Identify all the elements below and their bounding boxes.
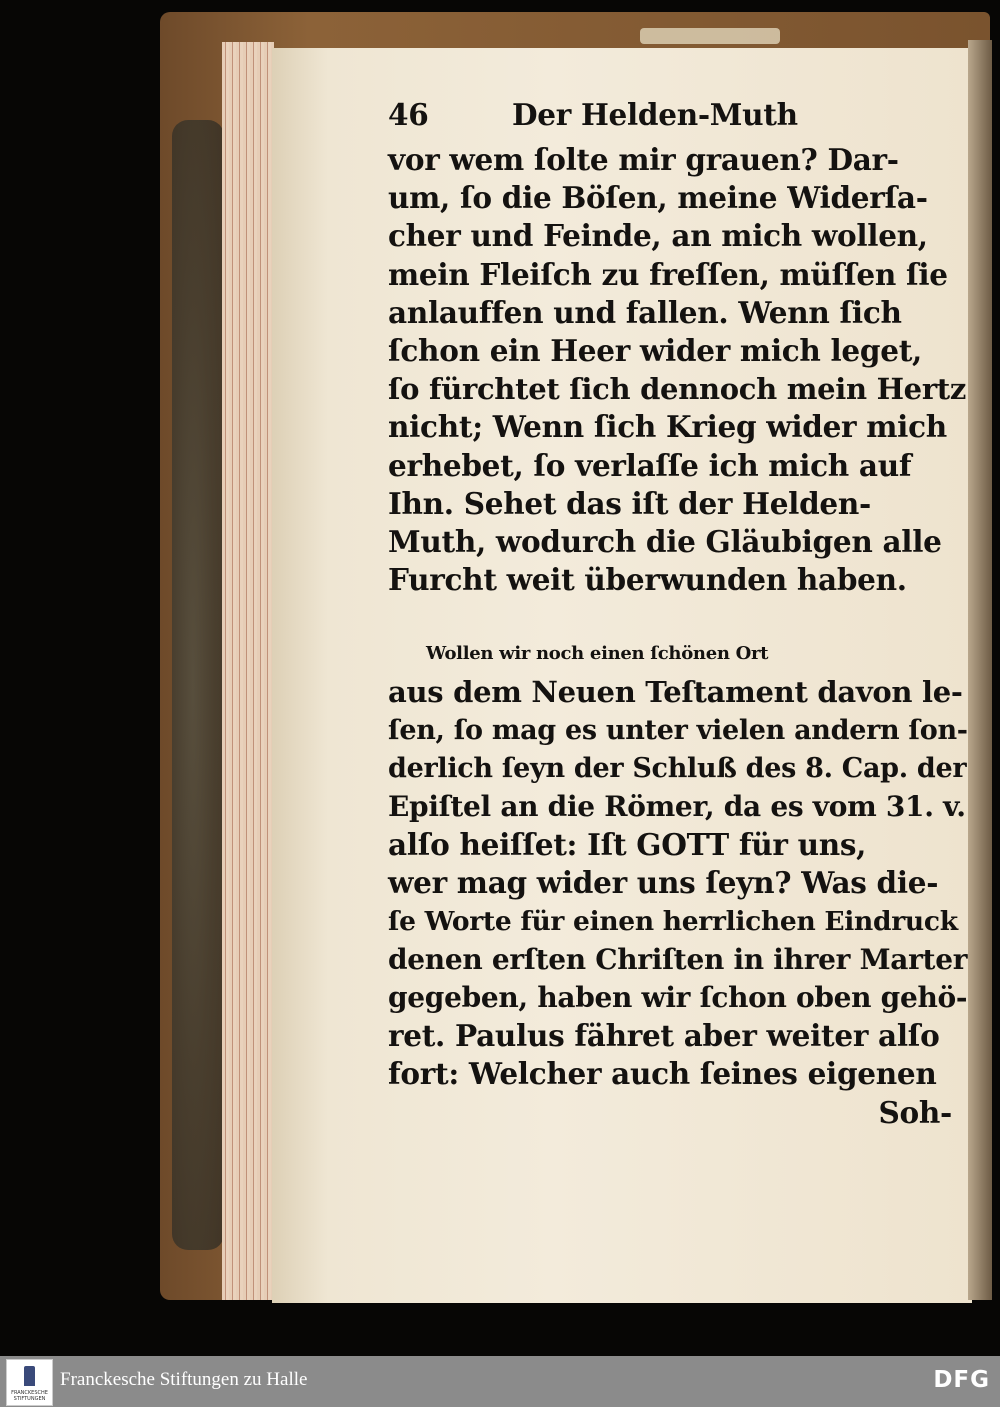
text-line: Furcht weit überwunden haben. <box>388 562 907 598</box>
text-line: ſen, ſo mag es unter vielen andern ſon- <box>388 714 968 746</box>
page-number: 46 <box>388 97 429 132</box>
page-header <box>388 97 966 141</box>
text-line: Wollen wir noch einen ſchönen Ort <box>426 643 769 665</box>
page-edges <box>222 42 274 1300</box>
text-line: um, ſo die Böſen, meine Widerſa- <box>388 180 928 216</box>
text-line: fort: Welcher auch ſeines eigenen <box>388 1056 937 1092</box>
text-line: ſe Worte für einen herrlichen Eindruck <box>388 905 958 937</box>
viewer-footer <box>0 1356 1000 1407</box>
text-line: ſo fürchtet ſich dennoch mein Hertz <box>388 372 967 407</box>
text-line: denen erſten Chriſten in ihrer Marter <box>388 942 968 976</box>
text-line: cher und Feinde, an mich wollen, <box>388 218 928 254</box>
text-line: alſo heiſſet: Iſt GOTT für uns, <box>388 827 867 863</box>
institution-logo[interactable] <box>6 1359 53 1406</box>
text-line: ſchon ein Heer wider mich leget, <box>388 332 922 368</box>
text-line: erhebet, ſo verlaſſe ich mich auf <box>388 447 912 483</box>
running-head: Der Helden-Muth <box>512 97 798 132</box>
building-icon <box>24 1366 35 1386</box>
text-line: Epiſtel an die Römer, da es vom 31. v. <box>388 790 966 823</box>
text-line: Muth, wodurch die Gläubigen alle <box>388 523 942 559</box>
institution-name[interactable]: Franckesche Stiftungen zu Halle <box>60 1369 308 1390</box>
catchword: Soh- <box>878 1094 952 1130</box>
text-line: ret. Paulus fähret aber weiter alſo <box>388 1018 940 1054</box>
logo-caption: FRANCKESCHE STIFTUNGEN <box>11 1390 48 1402</box>
text-line: mein Fleiſch zu freſſen, müſſen ſie <box>388 256 948 292</box>
text-line: derlich ſeyn der Schluß des 8. Cap. der <box>388 752 967 784</box>
text-line: aus dem Neuen Teſtament davon le- <box>388 675 963 710</box>
text-line: wer mag wider uns ſeyn? Was die- <box>388 865 939 901</box>
page-gutter-shadow <box>968 40 992 1300</box>
text-line: vor wem ſolte mir grauen? Dar- <box>388 142 899 177</box>
dfg-logo[interactable]: DFG <box>933 1367 990 1393</box>
text-line: anlauffen und fallen. Wenn ſich <box>388 294 902 330</box>
text-line: nicht; Wenn ſich Krieg wider mich <box>388 409 947 445</box>
page-text <box>388 97 966 1132</box>
paragraph-gap <box>388 599 966 635</box>
text-line: Ihn. Sehet das iſt der Helden- <box>388 485 871 521</box>
cover-wear-mark <box>172 120 224 1250</box>
page-top-tear <box>640 28 780 44</box>
text-line: gegeben, haben wir ſchon oben gehö- <box>388 980 968 1014</box>
